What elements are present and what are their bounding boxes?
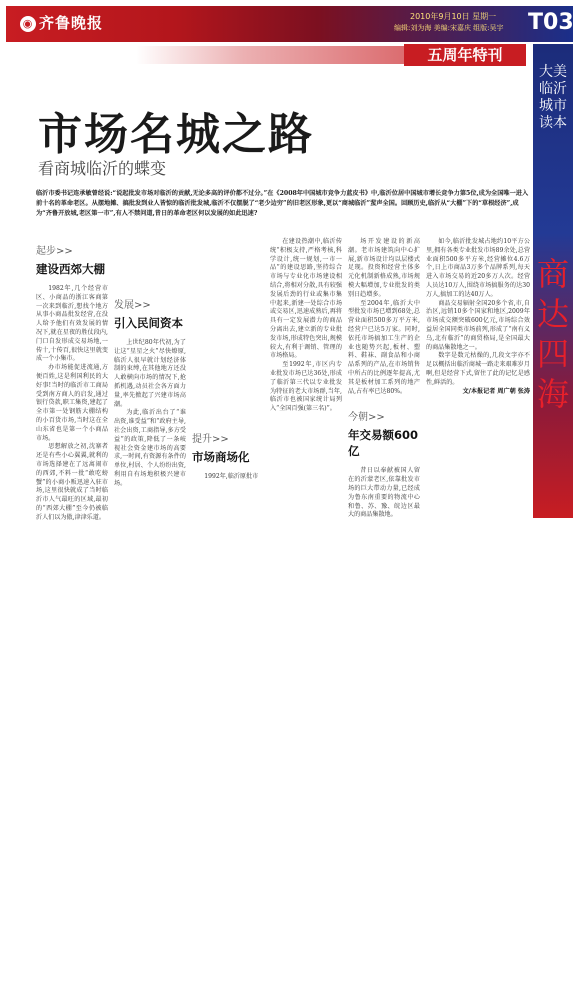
section-heading: 年交易额600亿 [348, 428, 419, 459]
column-3-spacer [192, 238, 264, 426]
series-title: 大美临沂城市读本 [539, 64, 567, 131]
section-label: 起步>> [36, 246, 73, 257]
article-subtitle: 看商城临沂的蝶变 [38, 159, 167, 178]
paragraph: 至1992年,市区内专业批发市场已达36处,形成了临沂第三代以专业批发为特征的老大市场群,当年,临沂市也被国家统计局列入“全国百强(第三名)”。 [270, 361, 342, 413]
paragraph: 场开发建设的新高潮。老市场建筑向中心扩展,新市场设计均以层楼式足现。投资和经营主体多元化机制新格成熟,市场规模大幅增加,专业批发的类别日趋增多。 [348, 238, 420, 298]
calligraphy-slogan: 商达四海 [537, 255, 570, 413]
issue-date: 2010年9月10日 星期一 [410, 12, 497, 21]
column-1 [36, 238, 108, 521]
section-label: 今朝>> [348, 412, 385, 424]
article-title: 市场名城之路 [38, 109, 314, 160]
special-edition-tag: 五周年特刊 [404, 44, 526, 66]
paragraph: 1992年,临沂原批市 [204, 473, 259, 480]
masthead [6, 6, 573, 42]
column-2 [114, 238, 186, 516]
section-label: 提升>> [192, 434, 229, 445]
section-label: 发展>> [114, 300, 151, 311]
page-number: T03 [528, 10, 574, 35]
article-body [36, 238, 532, 521]
section-heading: 建设西郊大棚 [36, 262, 105, 276]
paragraph: 思想解放之初,沈寨者还是有些小心翼翼,就利的市场选择建在了远离闹市的西郊,不料一批“敢吃螃蟹”的小商小贩迅速入驻市场,这里很快就成了当时临沂市人气最旺的区域,最初的“西郊大棚”至今仍被临沂人们以为傲,津津乐道。 [36, 443, 108, 521]
section-heading: 引入民间资本 [114, 316, 183, 330]
article-lede: 临沂市委书记连承敏曾经说:“说起批发市场对临沂的贡献,无论多高的评价都不过分。”在《2008年中国城市竞争力蓝皮书》中,临沂位居中国城市增长竞争力第5位,成为全国唯一进入前十名的革命老区。从摆地摊、搞批发到业人皆惊的临沂批发城,临沂不仅摆脱了“老少边穷”的旧老区形象,更以“商城临沂”蜚声全国。回顾历史,临沂从“大棚”下的“草根经济”,成为“齐鲁开放城,老区第一市”,有人不禁问道,昔日的革命老区何以发展的如此迅速? [36, 190, 529, 217]
column-5-spacer [348, 396, 420, 404]
logo-text: 齐鲁晚报 [39, 14, 104, 32]
author-byline: 文/本报记者 周广朝 张涛 [462, 387, 530, 395]
column-6 [426, 238, 530, 516]
paragraph: 在建设热潮中,临沂传统“积极支持,严格考核,科学设计,统一规划,一市一品”的建设思路,坚持综合市场与专业化市场建设相结合,将相对分散,具有较强发展后劲的行业或集市集中起来,新建一处综合市场或交易区,迅速成熟后,再将具有一定发展潜力的商品分离出去,建立新的专业批发市场,形成特色突出,规模较大,有利于调销、管理的市场格局。 [270, 238, 342, 360]
paragraph: 如今,临沂批发城占地约10平方公里,拥有各类专业批发市场89余处,总营业面积500多平方米,经营摊位4.6万个,日上市商品3万多个品牌系列,每天进入市场交易的近20多万人次。经营人员达10万人,围绕市场搞服务的达30万人,搞加工的达40万人。 [426, 238, 530, 298]
newspaper-page [6, 6, 574, 521]
logo-emblem-icon: ◉ [20, 16, 36, 32]
paragraph: 上世纪80年代初,为了让这“星星之火”尽快燎原,临沂人很早就计划经济体制的束缚,在其他地方还没人敢横向市场的情况下,抢抓机遇,动员社会各方面力量,率先掀起了兴建市场高潮。 [114, 339, 186, 408]
paragraph: 为此,临沂出台了“谁出资,谁受益”和“政府主导,社会出资,工商指导,多方受益”的政策,降低了一条岐视社会资金建市场的高要求,一时间,有资源有条件的单位,村居、个人纷纷出资,利用自有场地积极兴建市场。 [114, 409, 186, 487]
section-heading: 市场商场化 [192, 450, 250, 464]
paragraph: 至2004年,临沂大中型批发市场已增到68处,总营业面积500多万平方米,经营户已达5万家。同时,依托市场搞加工生产的企业也随势兴起,板材、塑料、鞋袜、副食品和小商品系列的产品,在市场销售中所占的比例逐年提高,尤其是板材加工系列的地产品,占有率已达80%。 [348, 299, 420, 395]
column-4 [270, 238, 342, 516]
editor-credits: 编辑:刘为海 美编:宋嘉庆 组版:吴宇 [394, 24, 504, 32]
column-2-spacer [114, 238, 186, 292]
paragraph: 商品交易辐射全国20多个省,市,自治区,远销10多个国家和地区,2009年市场成交额突破600亿元,市场综合效益居全国同类市场前列,形成了“南有义乌,北有临沂”的商贸格局,是全国最大的商品集散地之一。 [426, 299, 530, 351]
paragraph: 1982年,几个经营市区、小商品的浙江客商第一次来到临沂,想找个地方从事小商品批发经营,在没人给予他们有效发展的情况下,就在星夜的胜仗段内,门口自发形成交易场地,一传十,十传百,很快这里就变成一个小集市。 [36, 285, 108, 363]
newspaper-logo[interactable] [20, 12, 103, 33]
column-3 [192, 238, 264, 516]
paragraph: 数字是数元枯燥的,几段文字亦不足以概括出临沂商城一路走来艰难岁月啊,但是经营下式,留住了此的记忆是感性,鲜活的。 [426, 352, 530, 386]
paragraph: 昔日以奉献被国人留在的沂蒙老区,依靠批发市场的巨大带动力量,已经成为鲁东南重要的物流中心和鲁、苏、豫、皖边区最大的商品集散地。 [348, 467, 420, 519]
column-5 [348, 238, 420, 519]
decorative-brush-stroke [136, 46, 406, 64]
paragraph: 办市场能促进流通,方便百姓,这是利国利民的大好事!当时的临沂市工商局受到南方商人的启发,通过银行贷款,职工集资,建起了全市第一处钢筋大棚结构的小百货市场,当时这在全山东省也是第一个小商品市场。 [36, 364, 108, 442]
